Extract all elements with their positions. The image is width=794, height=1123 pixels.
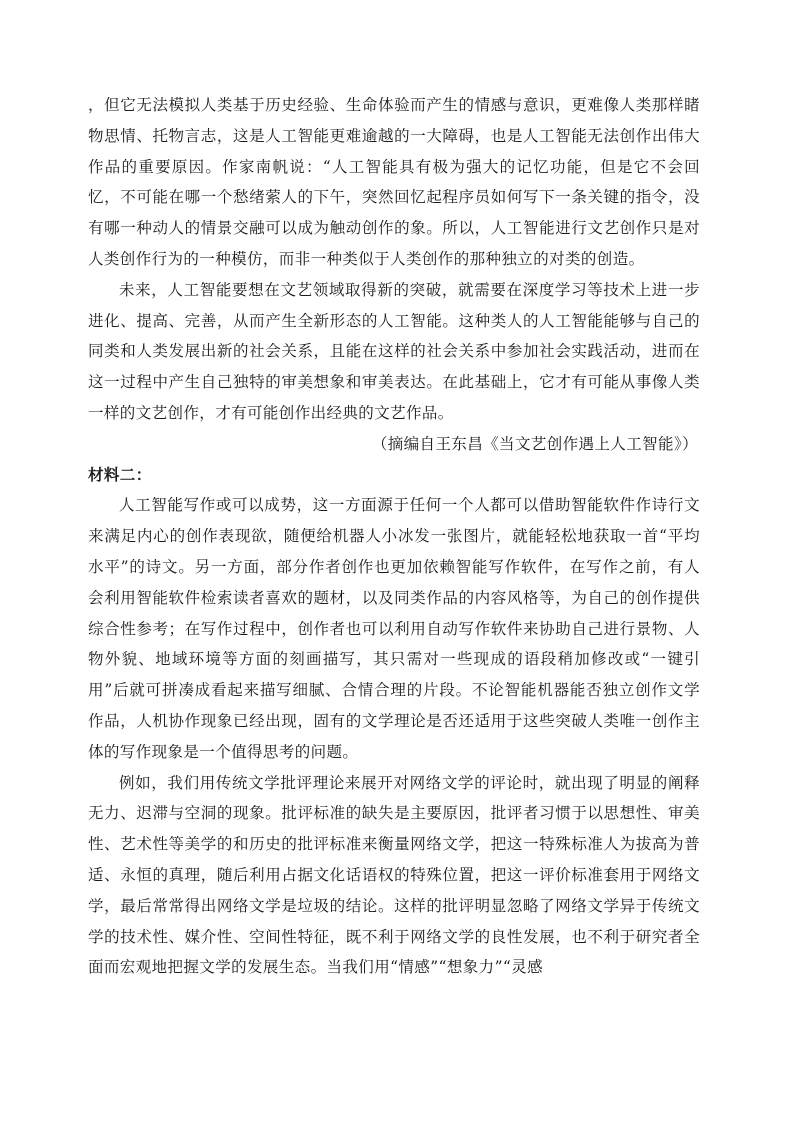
section-heading-material-two: 材料二： — [88, 465, 152, 484]
document-body — [88, 90, 700, 983]
paragraph-ai-writing: 人工智能写作或可以成势，这一方面源于任何一个人都可以借助智能软件作诗行文来满足内心的创作表现欲，随便给机器人小冰发一张图片，就能轻松地获取一首“平均水平”的诗文。另一方面，部分作者创作也更加依赖智能写作软件，在写作之前，有人会利用智能软件检索读者喜欢的题材，以及同类作品的内容风格等，为自己的创作提供综合性参考；在写作过程中，创作者也可以利用自动写作软件来协助自己进行景物、人物外貌、地域环境等方面的刻画描写，其只需对一些现成的语段稍加修改或“一键引用”后就可拼凑成看起来描写细腻、合情合理的片段。不论智能机器能否独立创作文学作品，人机协作现象已经出现，固有的文学理论是否还适用于这些突破人类唯一创作主体的写作现象是一个值得思考的问题。 — [88, 496, 700, 761]
paragraph-continued: ，但它无法模拟人类基于历史经验、生命体验而产生的情感与意识，更难像人类那样睹物思情、托物言志，这是人工智能更难逾越的一大障碍，也是人工智能无法创作出伟大作品的重要原因。作家南帆说：“人工智能具有极为强大的记忆功能，但是它不会回忆，不可能在哪一个愁绪萦人的下午，突然回忆起程序员如何写下一条关键的指令，没有哪一种动人的情景交融可以成为触动创作的象。所以，人工智能进行文艺创作只是对人类创作行为的一种模仿，而非一种类似于人类创作的那种独立的对类的创造。 — [88, 96, 700, 268]
source-citation: （摘编自王东昌《当文艺创作遇上人工智能》） — [371, 434, 698, 453]
paragraph-future: 未来，人工智能要想在文艺领域取得新的突破，就需要在深度学习等技术上进一步进化、提高、完善，从而产生全新形态的人工智能。这种类人的人工智能能够与自己的同类和人类发展出新的社会关系，且能在这样的社会关系中参加社会实践活动，进而在这一过程中产生自己独特的审美想象和审美表达。在此基础上，它才有可能从事像人类一样的文艺创作，才有可能创作出经典的文艺作品。 — [88, 280, 700, 422]
paragraph-example: 例如，我们用传统文学批评理论来展开对网络文学的评论时，就出现了明显的阐释无力、迟滞与空洞的现象。批评标准的缺失是主要原因，批评者习惯于以思想性、审美性、艺术性等美学的和历史的批评标准来衡量网络文学，把这一特殊标准人为拔高为普适、永恒的真理，随后利用占据文化话语权的特殊位置，把这一评价标准套用于网络文学，最后常常得出网络文学是垃圾的结论。这样的批评明显忽略了网络文学异于传统文学的技术性、媒介性、空间性特征，既不利于网络文学的良性发展，也不利于研究者全面而宏观地把握文学的发展生态。当我们用“情感”“想象力”“灵感 — [88, 773, 700, 977]
